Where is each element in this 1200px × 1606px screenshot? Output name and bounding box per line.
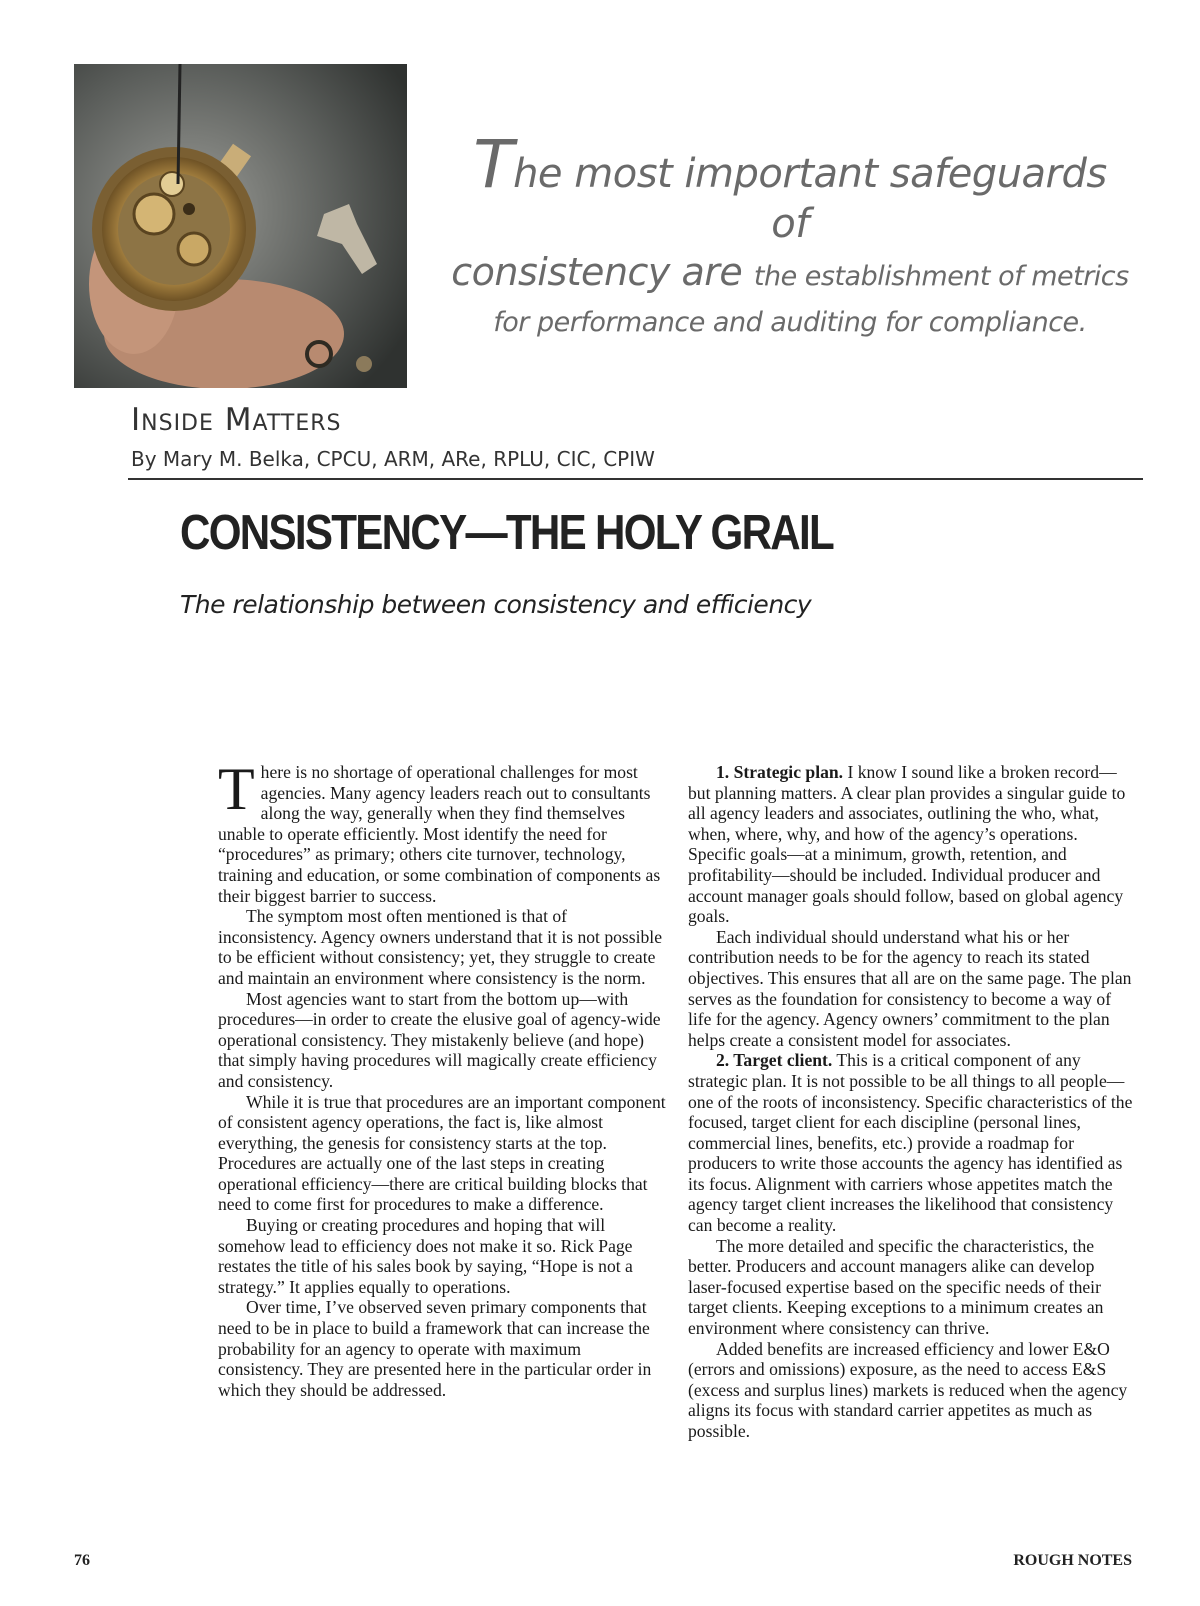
article-paragraph <box>688 1050 1136 1235</box>
drop-cap: T <box>218 756 255 822</box>
article-paragraph-text: This is a critical component of any strategic plan. It is not possible to be all things to all people—one of the roots of inconsistency. Specific characteristics of the focused, target client for each discipline (personal lines, commercial lines, benefits, etc.) provide a roadmap for producers to write those accounts the agency has identified as its focus. Alignment with carriers whose appetites match the agency target client increases the likelihood that consistency can become a reality. <box>688 1050 1133 1236</box>
pull-quote-big-letter: T <box>473 126 514 203</box>
page-number: 76 <box>74 1552 90 1569</box>
article-paragraph-text: here is no shortage of operational challenges for most agencies. Many agency leaders reach out to consultants along the way, generally when they find themselves unable to operate efficiently. Most identify the need for “procedures” as primary; others cite turnover, technology, training and education, or some combination of components as their biggest barrier to success. <box>218 762 661 906</box>
pull-quote-line-3: for performance and auditing for compliance. <box>493 307 1087 338</box>
pull-quote-line-2-big: consistency are <box>451 250 743 294</box>
article-paragraph: Most agencies want to start from the bottom up—with procedures—in order to create the elusive goal of agency-wide operational consistency. They mistakenly believe (and hope) that simply having procedures will magically create efficiency and consistency. <box>218 988 661 1091</box>
article-paragraph: The more detailed and specific the characteristics, the better. Producers and account managers alike can develop laser-focused expertise based on the specific needs of their target clients. Keeping exceptions to a minimum creates an environment where consistency can thrive. <box>688 1235 1104 1339</box>
watch-repair-photo <box>74 64 407 388</box>
pull-quote <box>450 126 1130 346</box>
column-name: Inside Matters <box>131 402 342 438</box>
article-paragraph-text: I know I sound like a broken record—but planning matters. A clear plan provides a singular guide to all agency leaders and associates, outlining the who, what, when, where, why, and how of the agency’s operations. Specific goals—at a minimum, growth, retention, and profitability—should be included. Individual producer and account manager goals should follow, based on global agency goals. <box>688 762 1126 927</box>
article-column-left <box>218 756 666 1400</box>
article-column-right <box>688 762 1136 1442</box>
section-lead-strategic-plan: 1. Strategic plan. <box>716 762 844 782</box>
headline: CONSISTENCY—THE HOLY GRAIL <box>180 506 834 560</box>
byline: By Mary M. Belka, CPCU, ARM, ARe, RPLU, CIC, CPIW <box>131 447 655 471</box>
divider-rule <box>128 478 1143 480</box>
pull-quote-line-2 <box>450 249 1130 300</box>
section-lead-target-client: 2. Target client. <box>716 1050 833 1071</box>
pull-quote-line-1 <box>450 126 1130 249</box>
article-paragraph: Buying or creating procedures and hoping that will somehow lead to efficiency does not make it so. Rick Page restates the title of his sales book by saying, “Hope is not a strategy.” It applies equally to operations. <box>218 1215 633 1297</box>
publication-name: ROUGH NOTES <box>1013 1552 1132 1569</box>
deck-subtitle: The relationship between consistency and efficiency <box>180 590 812 619</box>
pull-quote-line-2-small: the establishment of metrics <box>753 261 1129 292</box>
article-paragraph <box>688 762 1136 927</box>
pull-quote-line-1-text: he most important safeguards of <box>513 151 1107 247</box>
article-paragraph: Added benefits are increased efficiency and lower E&O (errors and omissions) exposure, as the need to access E&S (excess and surplus lines) markets is reduced when the agency aligns its focus with standard carrier appetites as much as possible. <box>688 1338 1128 1441</box>
article-paragraph <box>218 756 666 906</box>
article-paragraph: Each individual should understand what his or her contribution needs to be for the agency to reach its stated objectives. This ensures that all are on the same page. The plan serves as the foundation for consistency to become a way of life for the agency. Agency owners’ commitment to the plan helps create a consistent model for associates. <box>688 926 1132 1050</box>
article-paragraph: Over time, I’ve observed seven primary components that need to be in place to build a framework that can increase the probability for an agency to operate with maximum consistency. They are presented here in the particular order in which they should be addressed. <box>218 1297 652 1400</box>
article-paragraph: The symptom most often mentioned is that of inconsistency. Agency owners understand that it is not possible to be efficient without consistency; yet, they struggle to create and maintain an environment where consistency is the norm. <box>218 906 663 988</box>
article-paragraph: While it is true that procedures are an important component of consistent agency operations, the fact is, like almost everything, the genesis for consistency starts at the top. Procedures are actually one of the last steps in creating operational efficiency—there are critical building blocks that need to come first for procedures to make a difference. <box>218 1091 666 1215</box>
